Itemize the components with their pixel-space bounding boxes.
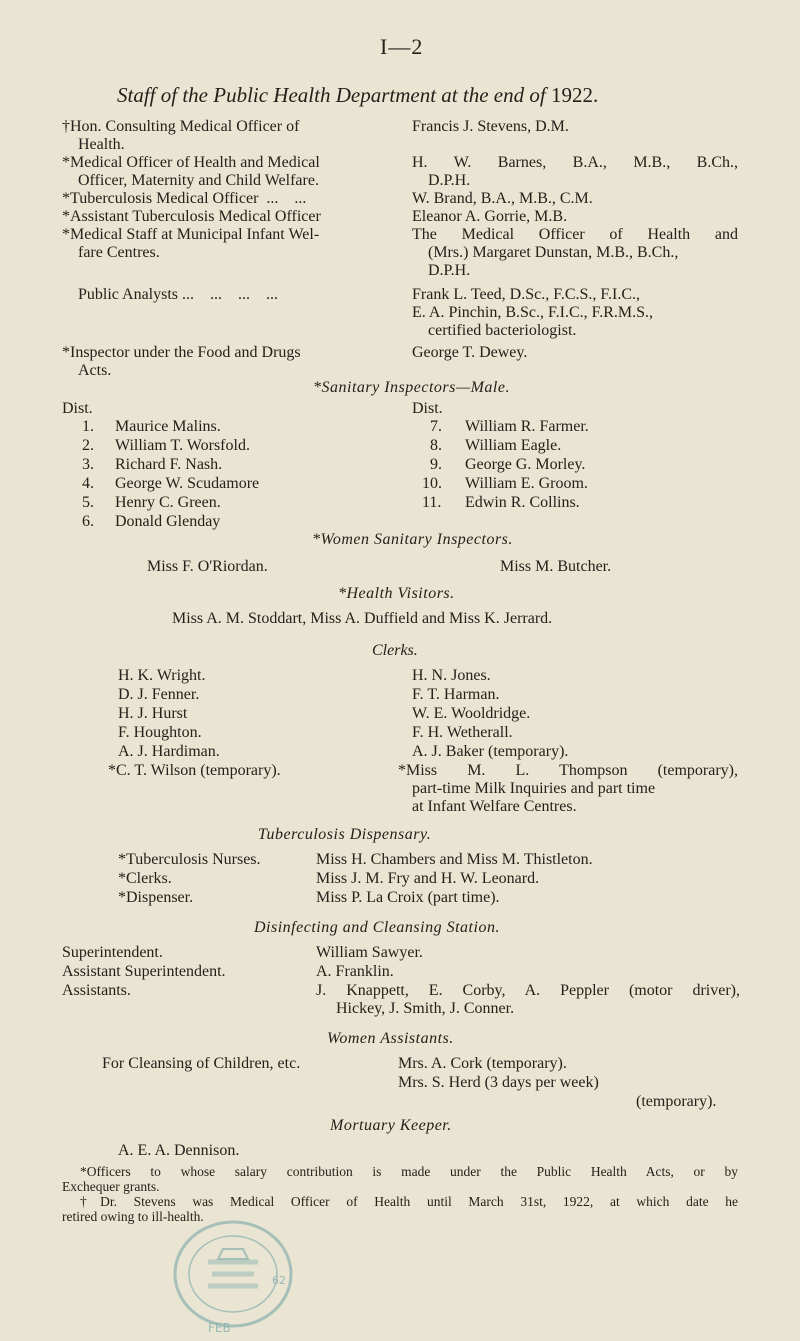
list-item-cont: at Infant Welfare Centres. xyxy=(412,798,577,815)
list-item: *Miss M. L. Thompson (temporary), xyxy=(398,762,738,779)
analysts-role: Public Analysts ... ... ... ... xyxy=(78,286,279,303)
mortuary-name: A. E. A. Dennison. xyxy=(118,1142,240,1159)
footnote-2-line-1: †Dr. Stevens was Medical Officer of Health until March 31st, 1922, at which date he xyxy=(80,1194,738,1209)
disinfecting-name: A. Franklin. xyxy=(316,963,394,980)
infant-name-line-3: D.P.H. xyxy=(428,262,471,279)
list-item: H. K. Wright. xyxy=(118,667,206,684)
analysts-name-line-2: E. A. Pinchin, B.Sc., F.I.C., F.R.M.S., xyxy=(412,304,654,321)
dist-label-right: Dist. xyxy=(412,400,443,417)
dispensary-name: Miss H. Chambers and Miss M. Thistleton. xyxy=(316,851,593,868)
dispensary-name: Miss J. M. Fry and H. W. Leonard. xyxy=(316,870,540,887)
hon-role-line-2: Health. xyxy=(78,136,125,153)
list-item-cont: part-time Milk Inquiries and part time xyxy=(412,780,656,797)
list-item: Edwin R. Collins. xyxy=(465,494,580,511)
list-item-num: 4. xyxy=(82,475,94,492)
list-item: F. H. Wetherall. xyxy=(412,724,513,741)
title-year: 1922. xyxy=(550,83,599,107)
list-item: George W. Scudamore xyxy=(115,475,260,492)
women-assistants-name: Mrs. A. Cork (temporary). xyxy=(398,1055,567,1072)
footnote-1-line-2: Exchequer grants. xyxy=(62,1179,160,1194)
list-item-num: 7. xyxy=(430,418,442,435)
moh-role-line-1: *Medical Officer of Health and Medical xyxy=(62,154,320,171)
disinfecting-name: J. Knappett, E. Corby, A. Peppler (motor driver), xyxy=(316,982,740,999)
list-item: D. J. Fenner. xyxy=(118,686,200,703)
women-sanitary-right: Miss M. Butcher. xyxy=(500,558,612,575)
hon-name: Francis J. Stevens, D.M. xyxy=(412,118,569,135)
infant-name-line-2: (Mrs.) Margaret Dunstan, M.B., B.Ch., xyxy=(428,244,679,261)
list-item-num: 10. xyxy=(422,475,442,492)
list-item: William E. Groom. xyxy=(465,475,588,492)
women-assistants-role: For Cleansing of Children, etc. xyxy=(102,1055,301,1072)
food-role-line-2: Acts. xyxy=(78,362,112,379)
women-assistants-name: Mrs. S. Herd (3 days per week) xyxy=(398,1074,599,1091)
footnote-2-line-2: retired owing to ill-health. xyxy=(62,1209,204,1224)
leader-dots: ... ... ... ... xyxy=(182,286,279,303)
dist-label-left: Dist. xyxy=(62,400,93,417)
library-stamp-seal xyxy=(168,1214,298,1336)
atmo-role: *Assistant Tuberculosis Medical Officer xyxy=(62,208,321,225)
leader-dots: ... ... xyxy=(266,190,307,207)
women-assistants-heading: Women Assistants. xyxy=(327,1030,454,1047)
food-role-line-1: *Inspector under the Food and Drugs xyxy=(62,344,301,361)
analysts-name-line-3: certified bacteriologist. xyxy=(428,322,577,339)
tmo-role: *Tuberculosis Medical Officer ... ... xyxy=(62,190,307,207)
list-item: *C. T. Wilson (temporary). xyxy=(108,762,281,779)
health-visitors-heading: *Health Visitors. xyxy=(338,585,455,602)
list-item-num: 8. xyxy=(430,437,442,454)
disinfecting-name-cont: Hickey, J. Smith, J. Conner. xyxy=(336,1000,515,1017)
tmo-name: W. Brand, B.A., M.B., C.M. xyxy=(412,190,593,207)
dispensary-role: *Tuberculosis Nurses. xyxy=(118,851,261,868)
list-item-num: 11. xyxy=(422,494,442,511)
dispensary-role: *Clerks. xyxy=(118,870,172,887)
women-assistants-name-cont: (temporary). xyxy=(636,1093,717,1110)
page-number: I—2 xyxy=(380,34,424,59)
list-item-num: 3. xyxy=(82,456,94,473)
moh-role-line-2: Officer, Maternity and Child Welfare. xyxy=(78,172,319,189)
health-visitors-names: Miss A. M. Stoddart, Miss A. Duffield and Miss K. Jerrard. xyxy=(172,610,553,627)
list-item: Richard F. Nash. xyxy=(115,456,223,473)
dispensary-role: *Dispenser. xyxy=(118,889,194,906)
food-name: George T. Dewey. xyxy=(412,344,528,361)
women-sanitary-left: Miss F. O'Riordan. xyxy=(147,558,268,575)
list-item: F. Houghton. xyxy=(118,724,202,741)
list-item-num: 9. xyxy=(430,456,442,473)
list-item: A. J. Hardiman. xyxy=(118,743,220,760)
list-item: W. E. Wooldridge. xyxy=(412,705,531,722)
list-item: F. T. Harman. xyxy=(412,686,500,703)
moh-name-line-1: H. W. Barnes, B.A., M.B., B.Ch., xyxy=(412,154,738,171)
women-sanitary-heading: *Women Sanitary Inspectors. xyxy=(312,531,513,548)
atmo-name: Eleanor A. Gorrie, M.B. xyxy=(412,208,568,225)
disinfecting-role: Superintendent. xyxy=(62,944,163,961)
list-item: William R. Farmer. xyxy=(465,418,589,435)
list-item: Maurice Malins. xyxy=(115,418,221,435)
infant-role-line-2: fare Centres. xyxy=(78,244,160,261)
disinfecting-role: Assistant Superintendent. xyxy=(62,963,226,980)
list-item: Donald Glenday xyxy=(115,513,221,530)
list-item: H. J. Hurst xyxy=(118,705,188,722)
list-item-num: 5. xyxy=(82,494,94,511)
infant-role-line-1: *Medical Staff at Municipal Infant Wel- xyxy=(62,226,320,243)
list-item: George G. Morley. xyxy=(465,456,586,473)
disinfecting-name: William Sawyer. xyxy=(316,944,423,961)
list-item: Henry C. Green. xyxy=(115,494,221,511)
mortuary-heading: Mortuary Keeper. xyxy=(330,1117,452,1134)
list-item: A. J. Baker (temporary). xyxy=(412,743,569,760)
list-item: William Eagle. xyxy=(465,437,562,454)
moh-name-line-2: D.P.H. xyxy=(428,172,471,189)
list-item: H. N. Jones. xyxy=(412,667,491,684)
footnote-1-line-1: *Officers to whose salary contribution is made under the Public Health Acts, or by xyxy=(80,1164,738,1179)
list-item-num: 1. xyxy=(82,418,94,435)
clerks-heading: Clerks. xyxy=(372,642,418,659)
list-item: William T. Worsfold. xyxy=(115,437,250,454)
stamp-date: FEB xyxy=(208,1321,231,1335)
list-item-num: 6. xyxy=(82,513,94,530)
page-title xyxy=(117,83,598,108)
title-text: Staff of the Public Health Department at the end of xyxy=(117,83,546,107)
sanitary-heading: *Sanitary Inspectors—Male. xyxy=(313,379,510,396)
infant-name-line-1: The Medical Officer of Health and xyxy=(412,226,738,243)
dispensary-name: Miss P. La Croix (part time). xyxy=(316,889,500,906)
analysts-name-line-1: Frank L. Teed, D.Sc., F.C.S., F.I.C., xyxy=(412,286,641,303)
stamp-number: 62 xyxy=(272,1274,286,1287)
dispensary-heading: Tuberculosis Dispensary. xyxy=(258,826,432,843)
disinfecting-role: Assistants. xyxy=(62,982,131,999)
disinfecting-heading: Disinfecting and Cleansing Station. xyxy=(254,919,500,936)
hon-role-line-1: †Hon. Consulting Medical Officer of xyxy=(62,118,300,135)
list-item-num: 2. xyxy=(82,437,94,454)
